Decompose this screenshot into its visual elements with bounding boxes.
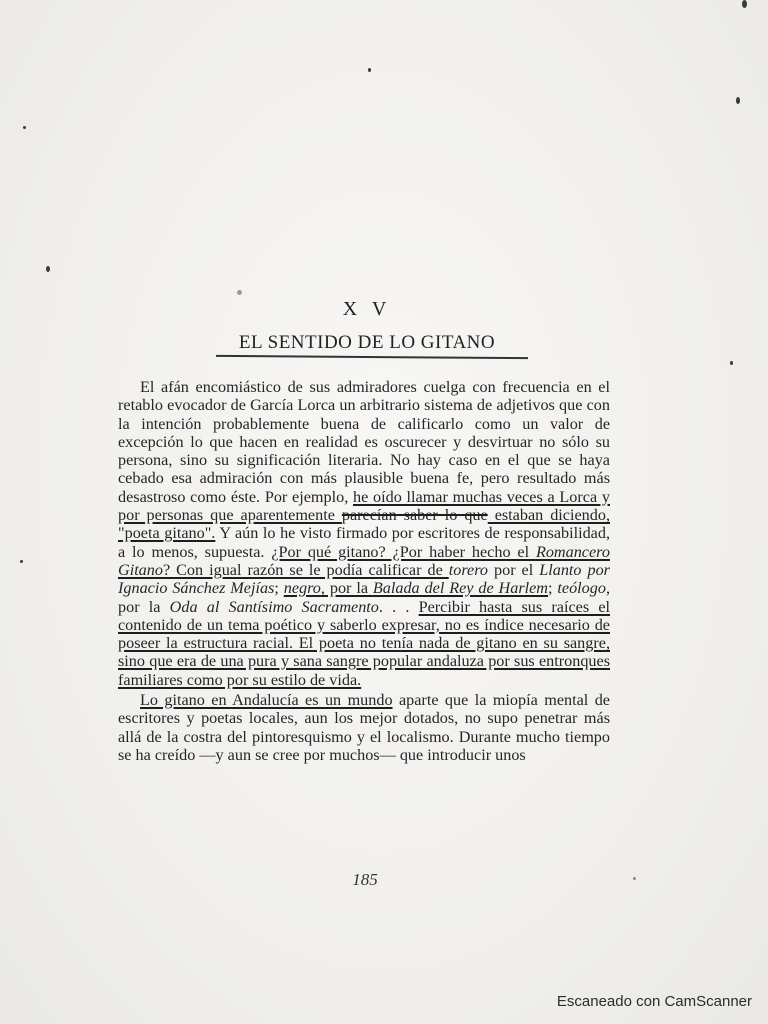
- text-segment: ;: [274, 579, 284, 598]
- paragraph: [118, 691, 610, 764]
- scan-speck: [730, 361, 733, 365]
- underlined-text: he oído llamar muchas veces a Lorca y por personas que aparentemente: [118, 487, 610, 525]
- underlined-text: , por la: [320, 579, 373, 598]
- body-text: [118, 378, 610, 764]
- struck-text: parecían saber lo que: [341, 506, 488, 525]
- italic-word: teólogo: [557, 579, 606, 598]
- book-title: Romancero Gitano: [118, 542, 610, 579]
- underlined-text: Lo gitano en Andalucía es un mundo: [140, 691, 393, 710]
- scan-speck: [368, 68, 371, 72]
- book-title: Balada del Rey de Harlem: [372, 579, 548, 598]
- text-segment: ;: [548, 579, 558, 598]
- italic-word: negro: [283, 579, 321, 598]
- chapter-title: EL SENTIDO DE LO GITANO: [238, 332, 496, 353]
- scan-speck: [23, 126, 26, 129]
- book-title: Llanto por Ignacio Sánchez Mejías: [118, 560, 610, 598]
- underlined-text: ¿Por qué gitano? ¿Por haber hecho el: [271, 542, 536, 561]
- italic-word: torero: [448, 560, 489, 579]
- text-segment: aparte que la miopía mental de escritores y poetas locales, aun los mejor dotados, no supo penetrar más allá de la costra del pintoresquismo y el localismo. Durante mucho tiempo se ha creído —y aun se cree por muchos— que introducir unos: [118, 691, 610, 764]
- scanner-watermark: Escaneado con CamScanner: [556, 993, 752, 1010]
- scan-speck: [46, 266, 50, 272]
- scan-speck: [20, 560, 23, 563]
- underlined-text: ? Con igual razón se le podía calificar de: [162, 560, 449, 579]
- text-segment: , por la: [118, 579, 610, 616]
- title-underline: [216, 355, 528, 359]
- underlined-text: Percibir hasta sus raíces el contenido de un tema poético y saberlo expresar, no es índice necesario de poseer la estructura racial. El poeta no tenía nada de gitano en su sangre, sino que era de una pura y sana sangre popular andaluza por sus entronques familiares como por su estilo de vida.: [118, 597, 610, 689]
- chapter-number: X V: [342, 298, 392, 320]
- scan-speck: [736, 97, 740, 104]
- book-title: Oda al Santísimo Sacramento: [169, 597, 379, 616]
- scan-speck: [237, 290, 242, 295]
- scan-speck: [742, 0, 747, 8]
- text-segment: Y aún lo he visto firmado por escritores de responsabilidad, a lo menos, supuesta.: [118, 524, 611, 561]
- text-segment: El afán encomiástico de sus admiradores cuelga con frecuencia en el retablo evocador de García Lorca un arbitrario sistema de adjetivos que con la intención probablemente buena de calificarlo como un valor de excepción lo que hacen en realidad es oscurecer y desvirtuar no sólo su persona, sino su significación literaria. No hay caso en el que se haya cebado esa admiración con más plausible buena fe, pero resultado más desastroso como éste. Por ejemplo,: [118, 378, 610, 506]
- text-segment: por el: [488, 560, 540, 579]
- paragraph: [118, 378, 610, 689]
- page-number: 185: [352, 870, 378, 889]
- text-segment: . . .: [378, 597, 419, 616]
- underlined-text: estaban diciendo, "poeta gitano".: [118, 506, 610, 543]
